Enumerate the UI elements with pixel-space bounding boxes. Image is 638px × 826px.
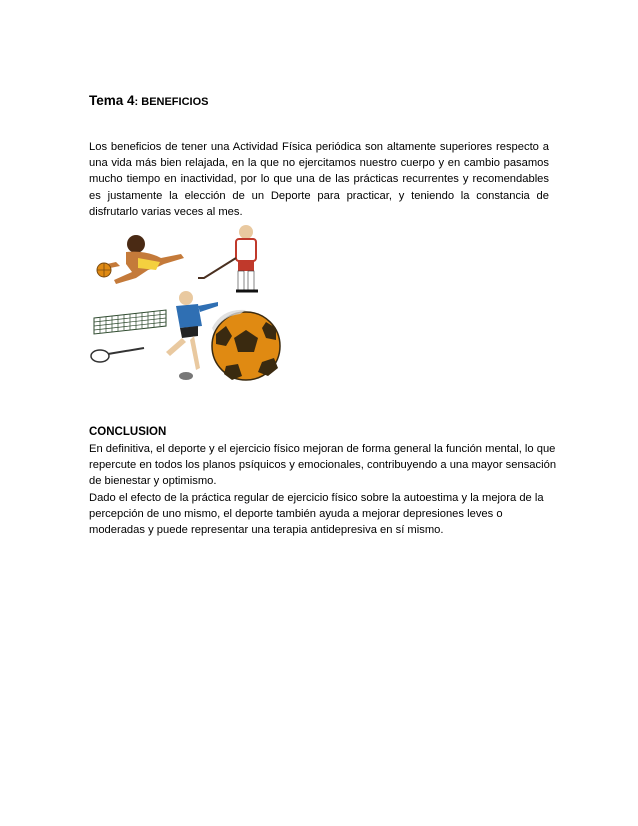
heading-prefix: Tema 4 (89, 93, 135, 108)
sports-collage-image (86, 218, 286, 388)
conclusion-body (89, 441, 559, 538)
conclusion-paragraph: Dado el efecto de la práctica regular de ejercicio físico sobre la autoestima y la mejora de la percepción de uno mismo, el deporte también ayuda a mejorar depresiones leves o moderadas y puede representar una terapia antidepresiva en sí mismo. (89, 491, 544, 537)
hockey-player-figure (198, 225, 258, 291)
intro-paragraph: Los beneficios de tener una Actividad Física periódica son altamente superiores respecto a una vida más bien relajada, en la que no ejercitamos nuestro cuerpo y en cambio pasamos mucho tiempo en inactividad, por lo que una de las prácticas recurrentes y recomendables es justamente la elección de un Deporte para practicar, y teniendo la constancia de disfrutarlo varias veces al mes. (89, 141, 549, 218)
soccer-player-figure (166, 291, 218, 380)
conclusion-paragraph: En definitiva, el deporte y el ejercicio físico mejoran de forma general la función mental, lo que repercute en todos los planos psíquicos y emocionales, contribuyendo a una mayor sensación de bienestar y optimismo. (89, 443, 557, 488)
conclusion-heading: CONCLUSION (89, 426, 167, 438)
section-heading (89, 93, 208, 108)
soccer-ball-figure (212, 310, 280, 380)
tennis-net-figure (91, 310, 166, 362)
heading-suffix: : BENEFICIOS (134, 96, 209, 108)
basketball-player-figure (97, 235, 184, 284)
